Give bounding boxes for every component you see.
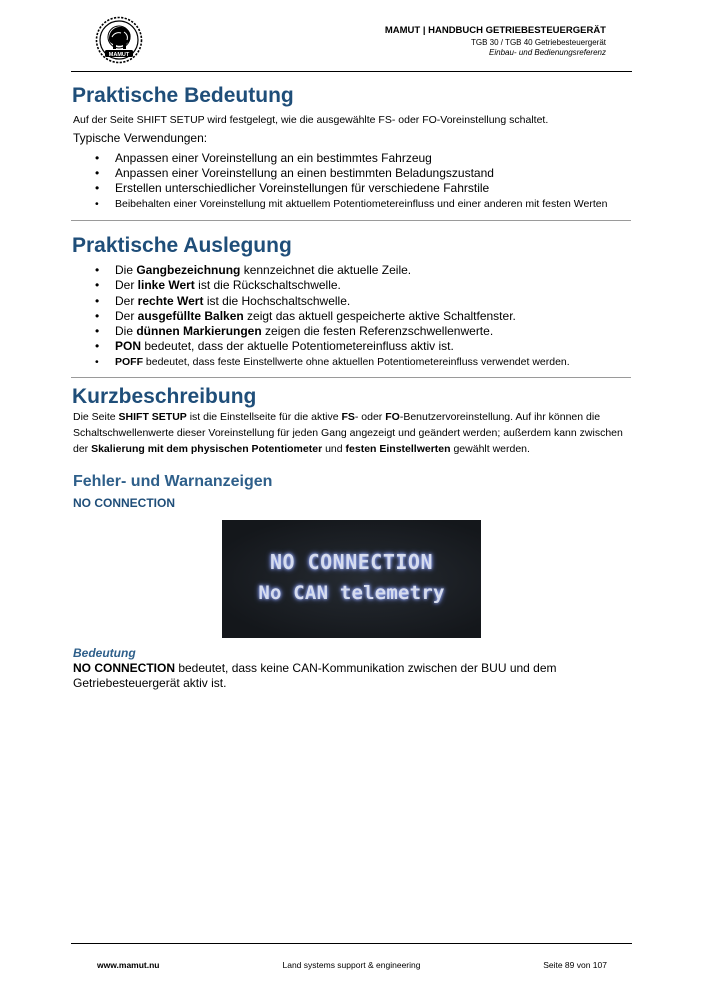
- page-number: Seite 89 von 107: [543, 960, 607, 970]
- section-divider: [71, 377, 631, 378]
- device-model: TGB 30 / TGB 40 Getriebesteuergerät: [470, 38, 606, 47]
- section-title: Kurzbeschreibung: [72, 385, 257, 409]
- header-text-block: [385, 25, 606, 58]
- mamut-logo: [94, 15, 144, 65]
- list-item: • Der ausgefüllte Balken zeigt das aktuell gespeicherte aktive Schaltfenster.: [95, 309, 631, 324]
- meaning-heading: Bedeutung: [73, 646, 136, 661]
- list-item: • Anpassen einer Voreinstellung an einen bestimmten Beladungszustand: [95, 166, 631, 181]
- subsection-title: Fehler- und Warnanzeigen: [73, 473, 273, 491]
- footer-website: www.mamut.nu: [97, 960, 160, 970]
- lcd-screen-photo: [222, 520, 481, 638]
- list-item: • POFF bedeutet, dass feste Einstellwerte ohne aktuellen Potentiometereinfluss verwendet werden.: [95, 354, 631, 370]
- list-item: • Die Gangbezeichnung kennzeichnet die aktuelle Zeile.: [95, 263, 631, 278]
- list-item: • Der linke Wert ist die Rückschaltschwelle.: [95, 278, 631, 293]
- section-title: Praktische Auslegung: [72, 234, 292, 258]
- section-praktische-bedeutung: [73, 82, 631, 221]
- list-item: • Die dünnen Markierungen zeigen die festen Referenzschwellenwerte.: [95, 324, 631, 339]
- screen-line-1: NO CONNECTION: [269, 550, 434, 575]
- list-lead: Typische Verwendungen:: [73, 130, 208, 145]
- page-content: [73, 82, 631, 691]
- legend-list: [95, 263, 631, 370]
- usage-list: [95, 151, 631, 213]
- list-item: • Anpassen einer Voreinstellung an ein bestimmtes Fahrzeug: [95, 151, 631, 166]
- section-title: Praktische Bedeutung: [72, 84, 294, 107]
- list-item: • Erstellen unterschiedlicher Voreinstellungen für verschiedene Fahrstile: [95, 181, 631, 196]
- list-item: • PON bedeutet, dass der aktuelle Potentiometereinfluss aktiv ist.: [95, 339, 631, 354]
- section-fehler-warnanzeigen: [73, 472, 631, 691]
- logo-text: MAMUT: [108, 51, 130, 58]
- document-reference: Einbau- und Bedienungsreferenz: [489, 48, 606, 57]
- meaning-paragraph: NO CONNECTION bedeutet, dass keine CAN-Kommunikation zwischen der BUU und dem Getriebesteuergerät aktiv ist.: [73, 661, 557, 691]
- section-praktische-auslegung: [73, 232, 631, 378]
- header-divider: [71, 71, 632, 72]
- section-divider: [71, 220, 631, 221]
- section-kurzbeschreibung: [73, 383, 631, 457]
- description-paragraph: Die Seite SHIFT SETUP ist die Einstellseite für die aktive FS- oder FO-Benutzervoreinstellung. Auf ihr können die Schaltschwellenwerte dieser Voreinstellung für jeden Gang angezeigt und geändert werden; außerdem kann zwischen der Skalierung mit dem physischen Potentiometer und festen Einstellwerten gewählt werden.: [73, 411, 623, 455]
- error-code-label: NO CONNECTION: [73, 496, 175, 511]
- footer-divider: [71, 943, 632, 944]
- list-item: • Der rechte Wert ist die Hochschaltschwelle.: [95, 294, 631, 309]
- manual-title: MAMUT | HANDBUCH GETRIEBESTEUERGERÄT: [384, 25, 606, 36]
- footer-tagline: Land systems support & engineering: [282, 960, 421, 970]
- screen-line-2: No CAN telemetry: [258, 582, 445, 605]
- page-header: [0, 0, 703, 72]
- section-intro: Auf der Seite SHIFT SETUP wird festgelegt, wie die ausgewählte FS- oder FO-Voreinstellung schaltet.: [73, 114, 549, 126]
- list-item: • Beibehalten einer Voreinstellung mit aktuellem Potentiometereinfluss und einer anderen mit festen Werten: [95, 196, 631, 212]
